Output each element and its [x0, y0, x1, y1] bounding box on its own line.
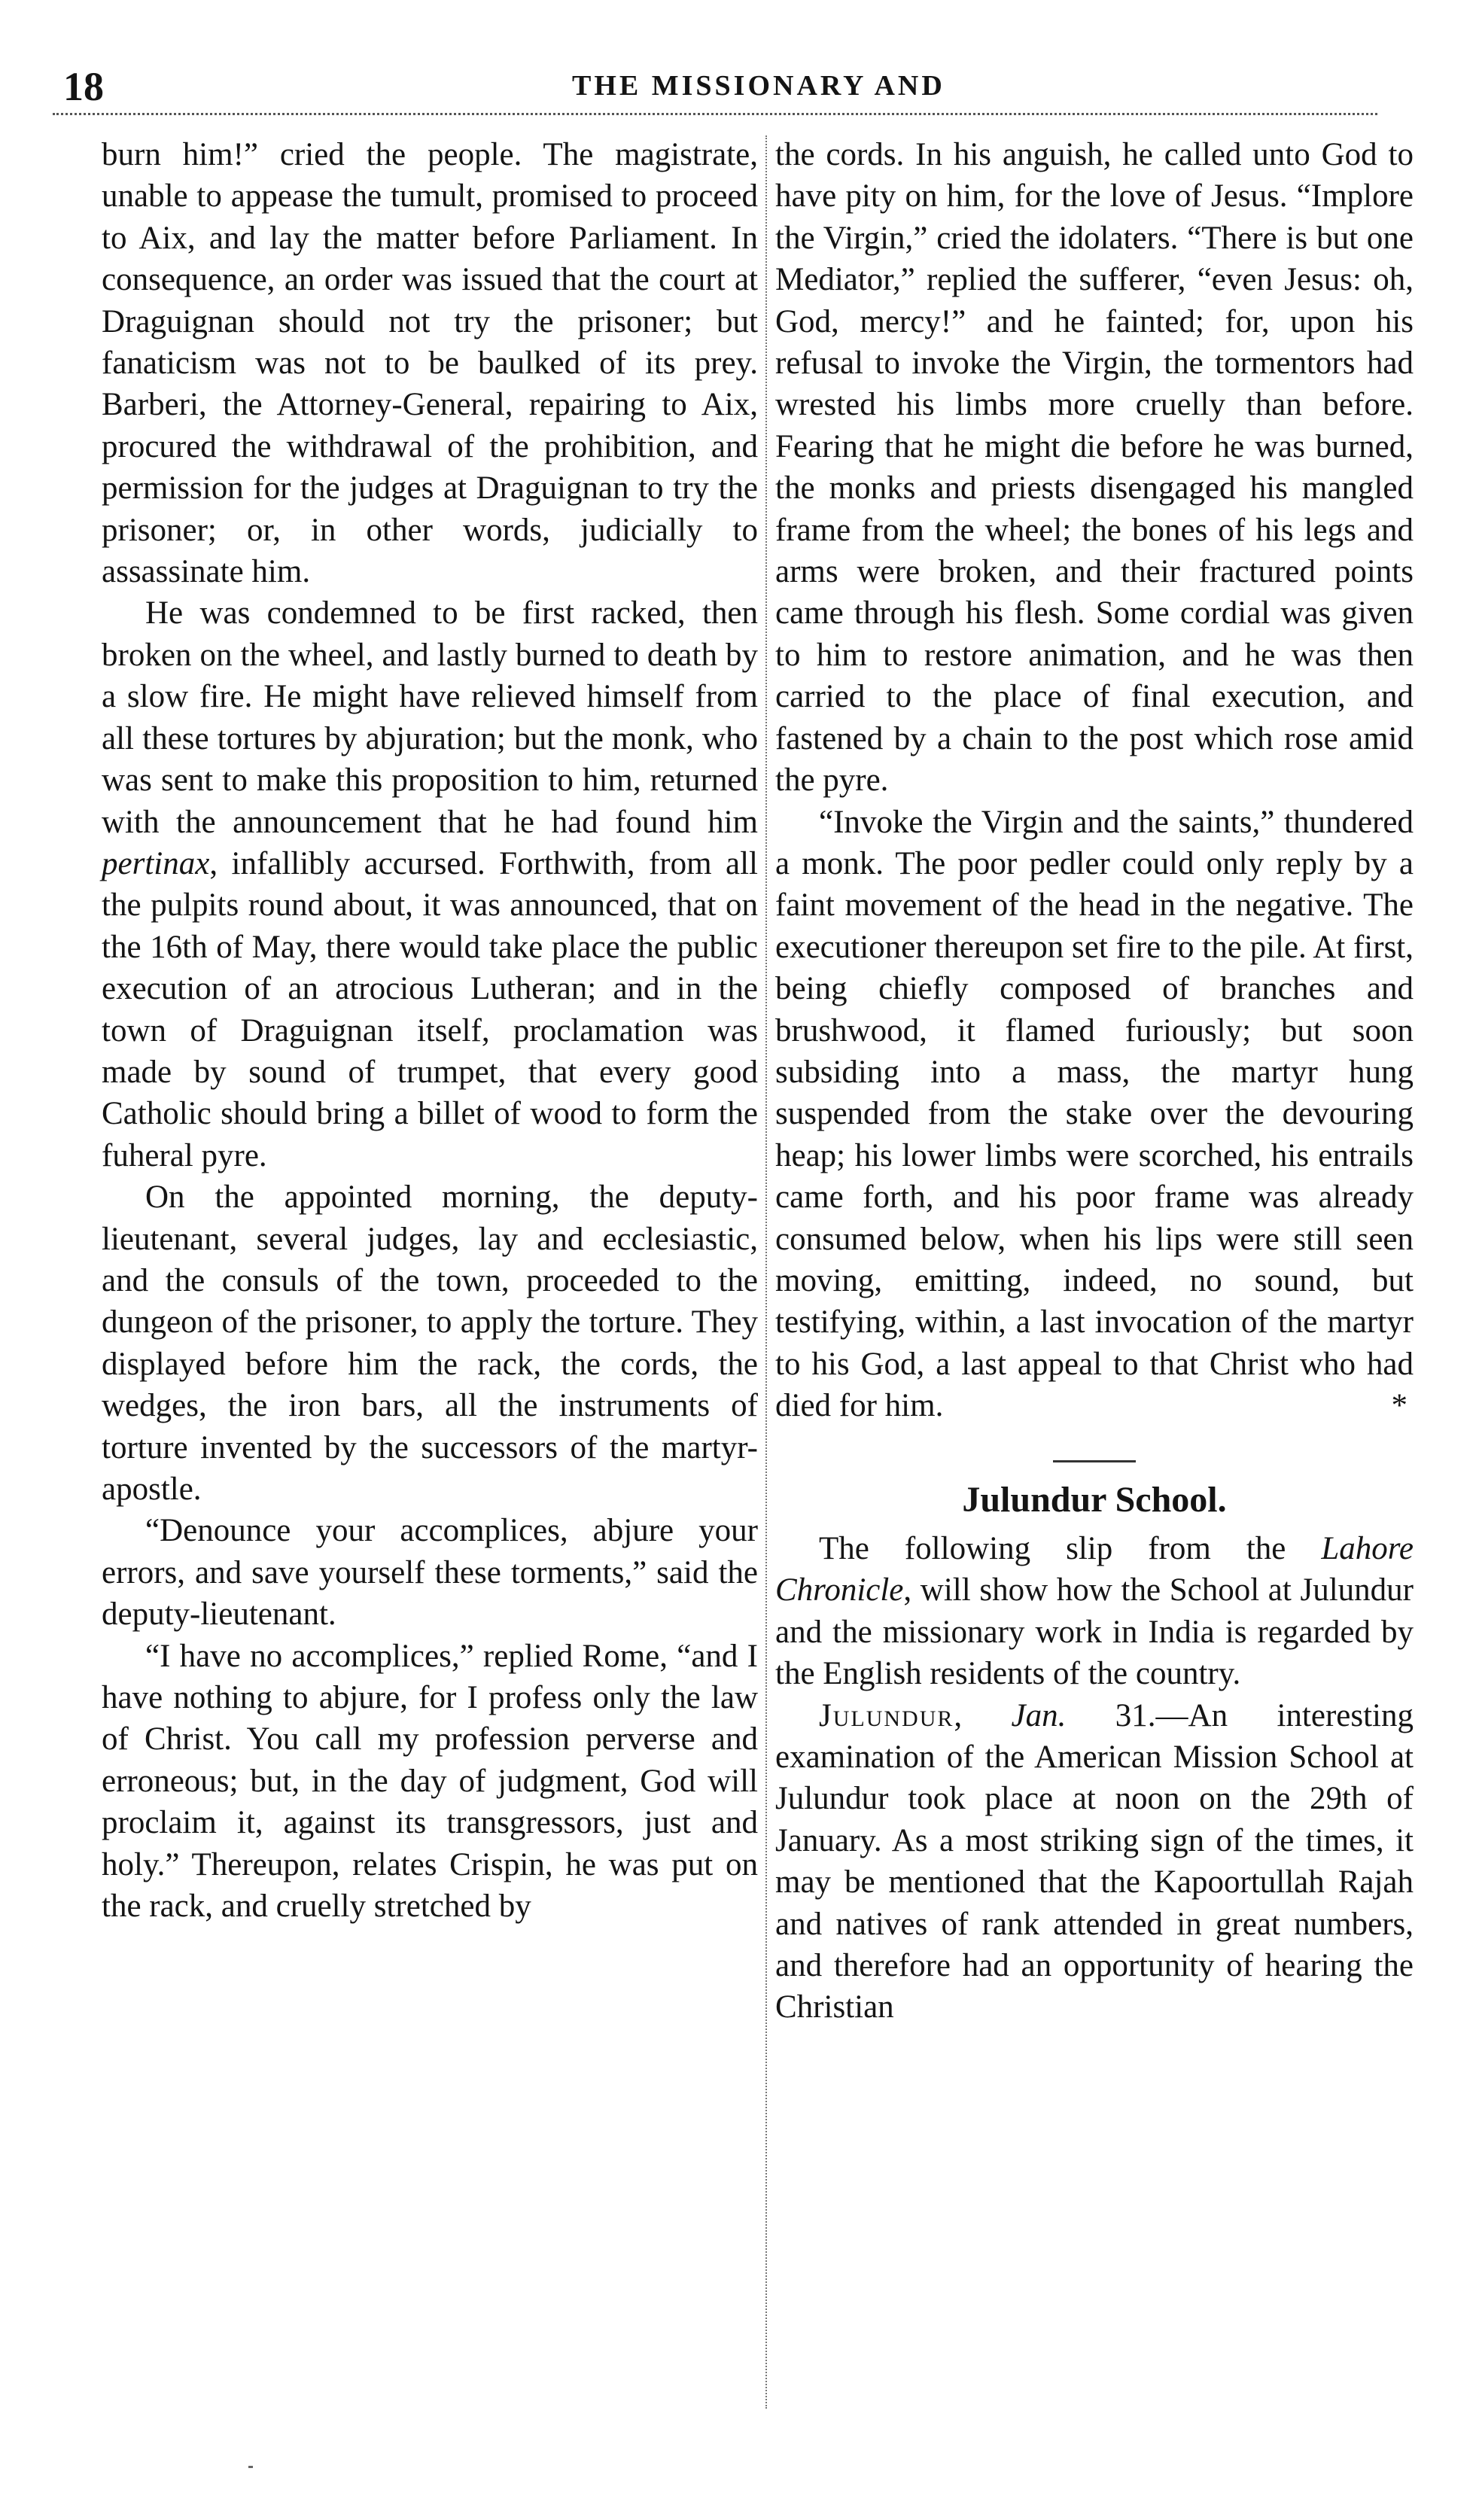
text-span: The following slip from the [819, 1531, 1322, 1566]
running-head: THE MISSIONARY AND [572, 70, 945, 102]
paragraph [775, 1528, 1414, 1695]
dateline-date: Jan. [1011, 1697, 1067, 1733]
page-number: 18 [63, 64, 104, 109]
right-column [775, 134, 1414, 2028]
paragraph: the cords. In his anguish, he called unto God to have pity on him, for the love of Jesus. “Implore the Virgin,” cried the idolaters. “There is but one Mediator,” replied the sufferer, “even Jesus: oh, God, mercy!” and he fainted; for, upon his refusal to invoke the Virgin, the tormentors had wrested his limbs more cruelly than before. Fearing that he might die before he was burned, the monks and priests disengaged his mangled frame from the wheel; the bones of his legs and arms were broken, and their fractured points came through his flesh. Some cordial was given to him to restore animation, and he was then carried to the place of final execution, and fastened by a chain to the post which rose amid the pyre. [775, 137, 1414, 799]
left-column [102, 134, 758, 1927]
column-divider [765, 135, 767, 2409]
header-rule [53, 113, 1377, 115]
text-span: 31.—An interesting examination of the American Mission School at Julundur took place at noon on the 29th of January. As a most striking sign of the times, it may be mentioned that the Kapoortullah Rajah and natives of rank attended in great numbers, and therefore had an opportunity of hearing the Christian [775, 1697, 1414, 2025]
paragraph: “Denounce your accomplices, abjure your errors, and save yourself these torments,” said the deputy-lieutenant. [102, 1513, 758, 1633]
paragraph: Julundur, Jan. 31.—An interesting examination of the American Mission School at Julundur took place at noon on the 29th of January. As a most striking sign of the times, it may be mentioned that the Kapoortullah Rajah and natives of rank attended in great numbers, and therefore had an opportunity of hearing the Christian [775, 1697, 1414, 2025]
paragraph: “I have no accomplices,” replied Rome, “and I have nothing to abjure, for I profess only the law of Christ. You call my profession perverse and erroneous; but, in the day of judgment, God will proclaim it, against its transgressors, just and holy.” Thereupon, relates Crispin, he was put on the rack, and cruelly stretched by [102, 1638, 758, 1925]
paragraph: On the appointed morning, the deputy-lieutenant, several judges, lay and ecclesiastic, and the consuls of the town, proceeded to the dungeon of the prisoner, to apply the torture. They displayed before him the rack, the cords, the wedges, the iron bars, all the instruments of torture invented by the successors of the martyr-apostle. [102, 1179, 758, 1507]
paragraph: burn him!” cried the people. The magistrate, unable to appease the tumult, promised to proceed to Aix, and lay the matter before Parliament. In consequence, an order was issued that the court at Draguignan should not try the prisoner; but fanaticism was not to be baulked of its prey. Barberi, the Attorney-General, repairing to Aix, procured the withdrawal of the prohibition, and permission for the judges at Draguignan to try the prisoner; or, in other words, judicially to assassinate him. [102, 137, 758, 590]
text-span: , infallibly accursed. Forthwith, from all the pulpits round about, it was announced, that on the 16th of May, there would take place the public execution of an atrocious Lutheran; and in the town of Draguignan itself, proclamation was made by sound of trumpet, that every good Catholic should bring a billet of wood to form the fuheral pyre. [102, 845, 758, 1173]
text-span: “Invoke the Virgin and the saints,” thundered a monk. The poor pedler could only reply by a faint movement of the head in the negative. The executioner thereupon set fire to the pile. At first, being chiefly composed of branches and brushwood, it flamed furiously; but soon subsiding into a mass, the martyr hung suspended from the stake over the devouring heap; his lower limbs were scorched, his entrails came forth, and his poor frame was already consumed below, when his lips were still seen moving, emitting, indeed, no sound, but testifying, within, a last invocation of the martyr to his God, a last appeal to that Christ who had died for him. [775, 804, 1414, 1424]
paragraph [775, 802, 1414, 1427]
text-span: He was condemned to be first racked, then broken on the wheel, and lastly burned to death by a slow fire. He might have relieved himself from all these tortures by abjuration; but the monk, who was sent to make this proposition to him, returned with the announcement that he had found him [102, 595, 758, 840]
page-header [53, 59, 1407, 111]
paragraph [102, 592, 758, 1176]
section-title: Julundur School. [962, 1479, 1227, 1520]
section-rule [1053, 1460, 1136, 1462]
text-span: , will show how the School at Julundur and the missionary work in India is regarded by the English residents of the country. [775, 1572, 1414, 1692]
dateline-place: Julundur [819, 1697, 954, 1733]
footnote-asterisk: * [1391, 1388, 1407, 1424]
italic-word: pertinax [102, 845, 210, 881]
italic-title: Lahore Chronicle [775, 1531, 1414, 1608]
stray-ink-mark [248, 2466, 253, 2468]
